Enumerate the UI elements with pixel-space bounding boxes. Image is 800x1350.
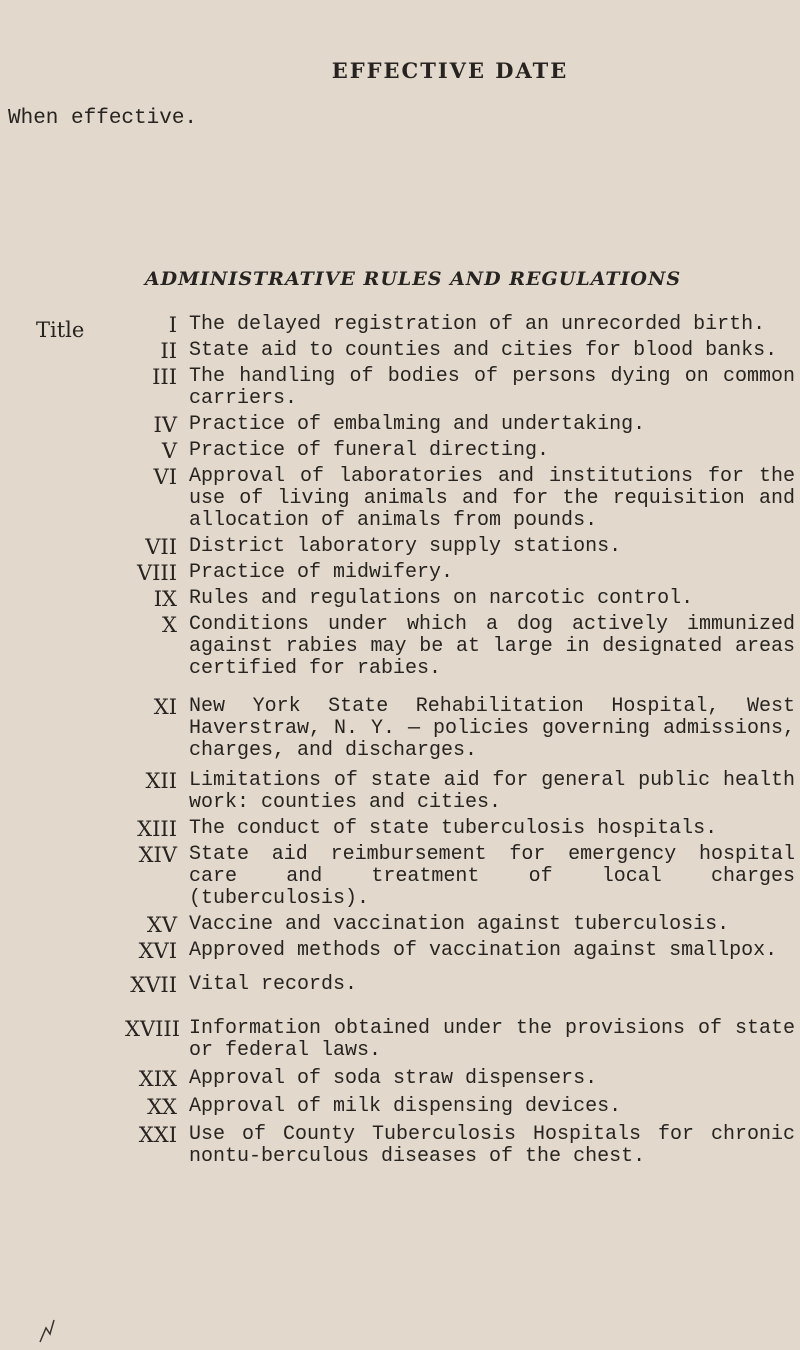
rule-numeral: VI [153, 465, 177, 489]
rule-numeral: IX [153, 587, 177, 611]
rules-list [125, 314, 795, 1168]
rule-text: Practice of midwifery. [189, 561, 454, 584]
rule-numeral: XIV [138, 843, 177, 867]
rule-item [125, 466, 795, 532]
rule-item [125, 974, 795, 996]
rule-text: Approval of soda straw dispensers. [189, 1067, 598, 1090]
section-heading: EFFECTIVE DATE [331, 58, 569, 83]
rule-text: Approval of laboratories and institutions for the use of living animals and for the requisition and allocation of animals from pounds. [189, 465, 795, 532]
rule-text: Use of County Tuberculosis Hospitals for chronic nontu-berculous diseases of the chest. [189, 1123, 795, 1168]
rule-item [125, 440, 795, 462]
rule-numeral: IV [153, 413, 177, 437]
rule-text: New York State Rehabilitation Hospital, West Haverstraw, N. Y. — policies governing admissions, charges, and discharges. [189, 695, 795, 762]
rule-item [125, 1068, 795, 1090]
rule-text: Rules and regulations on narcotic control. [189, 587, 694, 610]
rule-text: The conduct of state tuberculosis hospitals. [189, 817, 718, 840]
rule-item [125, 562, 795, 584]
rule-item [125, 614, 795, 680]
when-effective-label: When effective. [8, 107, 198, 130]
rule-item [125, 914, 795, 936]
rule-text: District laboratory supply stations. [189, 535, 622, 558]
rule-item [125, 536, 795, 558]
rule-numeral: I [168, 313, 177, 337]
rule-item [125, 696, 795, 762]
rule-numeral: V [161, 439, 177, 463]
rule-numeral: XVII [130, 973, 177, 997]
rule-numeral: XV [146, 913, 177, 937]
rule-text: Practice of embalming and undertaking. [189, 413, 646, 436]
rule-item [125, 340, 795, 362]
rule-text: Approval of milk dispensing devices. [189, 1095, 622, 1118]
rule-numeral: X [162, 613, 177, 637]
rule-text: Information obtained under the provisions of state or federal laws. [189, 1017, 795, 1062]
rule-numeral: XXI [138, 1123, 177, 1147]
title-column-label: Title [36, 318, 85, 342]
rule-item [125, 770, 795, 814]
rule-item [125, 314, 795, 336]
rule-text: Vaccine and vaccination against tuberculosis. [189, 913, 730, 936]
rule-numeral: VIII [136, 561, 177, 585]
pen-mark-icon [36, 1316, 64, 1344]
rule-numeral: XVI [138, 939, 177, 963]
rule-item [125, 366, 795, 410]
rule-numeral: XI [153, 695, 177, 719]
rule-numeral: XVIII [125, 1017, 181, 1041]
rule-item [125, 1096, 795, 1118]
rule-item [125, 844, 795, 910]
rule-text: Vital records. [189, 973, 358, 996]
rule-item [125, 818, 795, 840]
rule-numeral: XIII [137, 817, 177, 841]
rule-numeral: XIX [138, 1067, 177, 1091]
rule-text: Approved methods of vaccination against smallpox. [189, 939, 778, 962]
rule-item [125, 588, 795, 610]
rule-text: Practice of funeral directing. [189, 439, 550, 462]
rule-text: State aid to counties and cities for blood banks. [189, 339, 778, 362]
rule-numeral: II [160, 339, 177, 363]
rule-numeral: VII [145, 535, 177, 559]
rule-item [125, 1124, 795, 1168]
rule-text: Limitations of state aid for general public health work: counties and cities. [189, 769, 795, 814]
rule-item [125, 414, 795, 436]
rule-numeral: III [152, 365, 177, 389]
rule-text: Conditions under which a dog actively immunized against rabies may be at large in designated areas certified for rabies. [189, 613, 795, 680]
rule-item [125, 940, 795, 962]
rule-text: The delayed registration of an unrecorded birth. [189, 313, 766, 336]
rule-text: State aid reimbursement for emergency hospital care and treatment of local charges (tuberculosis). [189, 843, 795, 910]
rules-heading: ADMINISTRATIVE RULES AND REGULATIONS [144, 268, 682, 290]
rule-text: The handling of bodies of persons dying on common carriers. [189, 365, 795, 410]
rule-item [125, 1018, 795, 1062]
rule-numeral: XII [145, 769, 177, 793]
rule-numeral: XX [147, 1095, 177, 1119]
